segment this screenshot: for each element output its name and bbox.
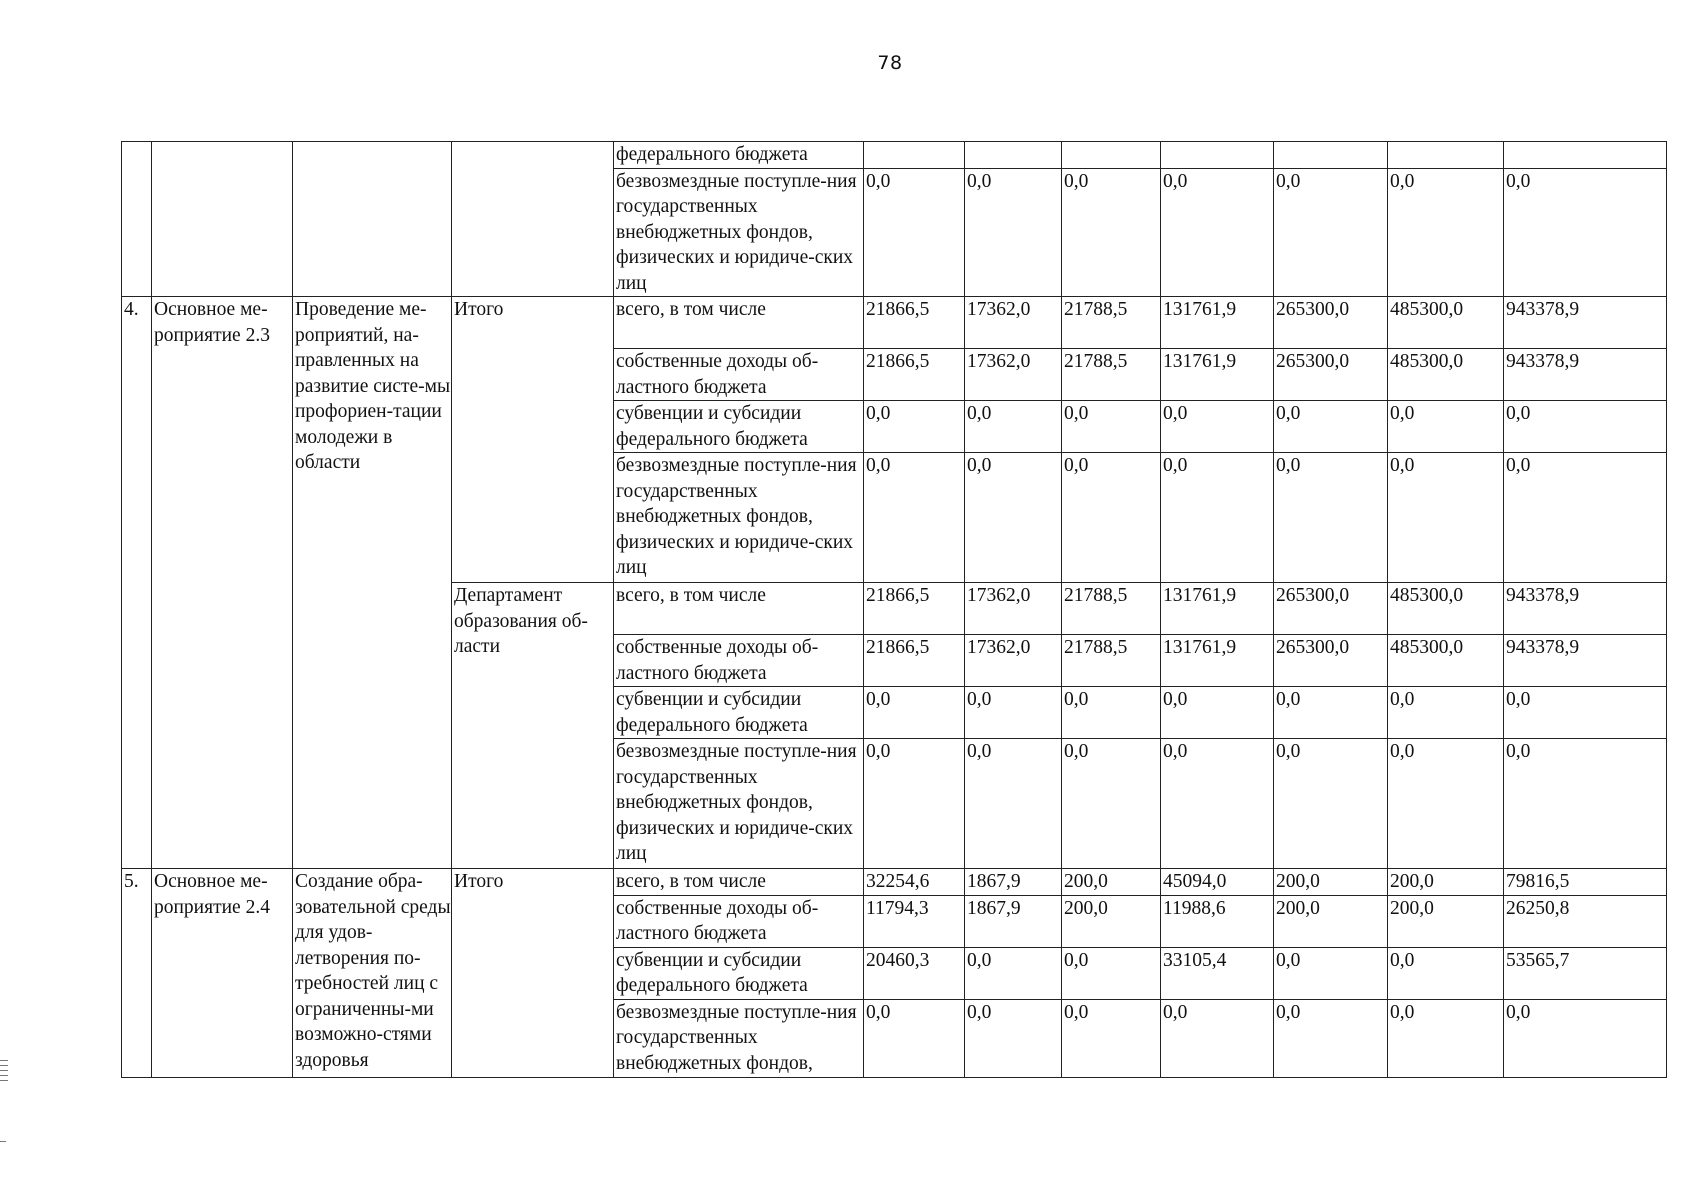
table-cell-num: 0,0 — [1062, 453, 1161, 583]
table-cell-num: 485300,0 — [1388, 583, 1504, 635]
table-cell-num: 485300,0 — [1388, 635, 1504, 687]
table-cell-num: 265300,0 — [1274, 635, 1388, 687]
table-cell-num: 0,0 — [965, 687, 1062, 739]
table-cell-num: 200,0 — [1062, 895, 1161, 947]
table-cell-num: 0,0 — [1062, 739, 1161, 869]
table-cell-num: 0,0 — [1504, 687, 1667, 739]
table-cell-src: субвенции и субсидии федерального бюджета — [614, 687, 864, 739]
table-cell-num: 0,0 — [1388, 687, 1504, 739]
table-cell-num: 0,0 — [864, 739, 965, 869]
table-cell-num — [1062, 142, 1161, 169]
table-cell-num: 21788,5 — [1062, 349, 1161, 401]
table-cell-desc: Создание обра-зовательной среды для удов-летворения по-требностей лиц с ограниченны-ми возможно-стями здоровья — [293, 869, 452, 1078]
table-cell-num: 11988,6 — [1161, 895, 1274, 947]
table-cell-num: 11794,3 — [864, 895, 965, 947]
table-cell-exec: Департамент образования об-ласти — [452, 583, 614, 869]
table-cell-num — [1161, 142, 1274, 169]
table-cell-num: 200,0 — [1388, 895, 1504, 947]
table-cell-src: безвозмездные поступле-ния государственных внебюджетных фондов, — [614, 999, 864, 1077]
table-cell-num: 0,0 — [864, 999, 965, 1077]
table-cell-num — [965, 142, 1062, 169]
table-cell-src: собственные доходы об-ластного бюджета — [614, 349, 864, 401]
table-cell-name — [152, 142, 293, 297]
table-cell-num: 0,0 — [1274, 401, 1388, 453]
table-cell-num: 17362,0 — [965, 349, 1062, 401]
table-cell-num: 0,0 — [965, 947, 1062, 999]
table-cell-num: 20460,3 — [864, 947, 965, 999]
table-cell-src: субвенции и субсидии федерального бюджета — [614, 401, 864, 453]
table-cell-num: 0,0 — [1504, 168, 1667, 297]
table-cell-exec: Итого — [452, 869, 614, 1078]
table-cell-exec: Итого — [452, 297, 614, 583]
table-cell-num: 0,0 — [965, 453, 1062, 583]
table-cell-num: 79816,5 — [1504, 869, 1667, 896]
table-cell-num: 943378,9 — [1504, 583, 1667, 635]
table-cell-num — [1388, 142, 1504, 169]
table-cell-num: 0,0 — [1161, 687, 1274, 739]
scan-edge-marks — [0, 1060, 10, 1146]
table-cell-num: 0,0 — [965, 739, 1062, 869]
table-cell-num: 200,0 — [1274, 869, 1388, 896]
table-cell-src: всего, в том числе — [614, 297, 864, 349]
table-cell-num: 0,0 — [1388, 999, 1504, 1077]
table-cell-num: 26250,8 — [1504, 895, 1667, 947]
table-cell-exec — [452, 142, 614, 297]
table-cell-num: 0,0 — [1274, 739, 1388, 869]
table-cell-num: 485300,0 — [1388, 297, 1504, 349]
table-cell-num: 485300,0 — [1388, 349, 1504, 401]
table-cell-idx: 5. — [122, 869, 152, 1078]
table-cell-num: 200,0 — [1388, 869, 1504, 896]
table-cell-num: 0,0 — [1274, 999, 1388, 1077]
table-cell-num: 21788,5 — [1062, 583, 1161, 635]
table-cell-num: 45094,0 — [1161, 869, 1274, 896]
table-cell-num: 21866,5 — [864, 635, 965, 687]
table-cell-src: федерального бюджета — [614, 142, 864, 169]
page-number: 78 — [877, 52, 903, 74]
table-cell-num: 0,0 — [1062, 947, 1161, 999]
table-cell-num: 32254,6 — [864, 869, 965, 896]
table-body — [122, 142, 1667, 1078]
table-cell-num: 0,0 — [1161, 739, 1274, 869]
table-cell-num: 943378,9 — [1504, 349, 1667, 401]
table-cell-num: 0,0 — [1062, 687, 1161, 739]
table-cell-num: 200,0 — [1274, 895, 1388, 947]
table-cell-num: 21866,5 — [864, 583, 965, 635]
table-cell-num: 0,0 — [864, 687, 965, 739]
table-cell-num: 0,0 — [1504, 453, 1667, 583]
table-cell-num: 0,0 — [1388, 401, 1504, 453]
table-cell-num: 0,0 — [864, 168, 965, 297]
table-cell-num: 21788,5 — [1062, 297, 1161, 349]
table-cell-num: 17362,0 — [965, 635, 1062, 687]
table-cell-num: 33105,4 — [1161, 947, 1274, 999]
table-cell-src: безвозмездные поступле-ния государственных внебюджетных фондов, физических и юридиче-ских лиц — [614, 168, 864, 297]
table-cell-num: 17362,0 — [965, 583, 1062, 635]
table-cell-num: 0,0 — [1062, 168, 1161, 297]
table-cell-num: 0,0 — [1274, 453, 1388, 583]
budget-table — [121, 141, 1667, 1078]
table-cell-num: 0,0 — [1161, 999, 1274, 1077]
table-cell-num: 0,0 — [1388, 168, 1504, 297]
table-cell-num: 0,0 — [1504, 401, 1667, 453]
table-row — [122, 869, 1667, 896]
table-cell-num: 1867,9 — [965, 895, 1062, 947]
table-cell-num: 0,0 — [1161, 401, 1274, 453]
table-cell-num: 0,0 — [1274, 687, 1388, 739]
table-cell-num: 0,0 — [864, 401, 965, 453]
table-cell-num: 0,0 — [1504, 739, 1667, 869]
table-cell-num: 0,0 — [1274, 947, 1388, 999]
table-cell-num: 0,0 — [1388, 453, 1504, 583]
table-cell-num — [864, 142, 965, 169]
table-cell-num: 131761,9 — [1161, 349, 1274, 401]
table-cell-num: 0,0 — [1161, 453, 1274, 583]
table-cell-num: 0,0 — [1062, 999, 1161, 1077]
table-cell-num: 17362,0 — [965, 297, 1062, 349]
table-row — [122, 297, 1667, 349]
table-cell-num: 943378,9 — [1504, 635, 1667, 687]
table-cell-src: собственные доходы об-ластного бюджета — [614, 635, 864, 687]
table-cell-num: 131761,9 — [1161, 635, 1274, 687]
table-cell-name: Основное ме-роприятие 2.3 — [152, 297, 293, 869]
table-cell-desc — [293, 142, 452, 297]
table-cell-idx: 4. — [122, 297, 152, 869]
table-cell-src: субвенции и субсидии федерального бюджета — [614, 947, 864, 999]
table-cell-num: 0,0 — [1388, 739, 1504, 869]
table-cell-num: 265300,0 — [1274, 583, 1388, 635]
table-cell-src: безвозмездные поступле-ния государственных внебюджетных фондов, физических и юридиче-ских лиц — [614, 739, 864, 869]
table-cell-src: безвозмездные поступле-ния государственных внебюджетных фондов, физических и юридиче-ских лиц — [614, 453, 864, 583]
table-cell-num: 21866,5 — [864, 297, 965, 349]
table-cell-num: 131761,9 — [1161, 583, 1274, 635]
table-cell-idx — [122, 142, 152, 297]
table-cell-num: 0,0 — [1388, 947, 1504, 999]
table-cell-src: всего, в том числе — [614, 583, 864, 635]
table-cell-num: 265300,0 — [1274, 297, 1388, 349]
table-cell-num: 21866,5 — [864, 349, 965, 401]
table-cell-desc: Проведение ме-роприятий, на-правленных на развитие систе-мы профориен-тации молодежи в области — [293, 297, 452, 869]
table-cell-num: 0,0 — [1161, 168, 1274, 297]
table-cell-num: 53565,7 — [1504, 947, 1667, 999]
table-cell-num: 1867,9 — [965, 869, 1062, 896]
table-cell-name: Основное ме-роприятие 2.4 — [152, 869, 293, 1078]
table-cell-num: 0,0 — [1504, 999, 1667, 1077]
table-cell-num: 943378,9 — [1504, 297, 1667, 349]
table-cell-num: 131761,9 — [1161, 297, 1274, 349]
table-cell-num: 0,0 — [965, 999, 1062, 1077]
table-cell-num: 0,0 — [965, 401, 1062, 453]
table-cell-num: 200,0 — [1062, 869, 1161, 896]
table-cell-src: всего, в том числе — [614, 869, 864, 896]
table-cell-src: собственные доходы об-ластного бюджета — [614, 895, 864, 947]
table-cell-num — [1504, 142, 1667, 169]
table-cell-num: 0,0 — [965, 168, 1062, 297]
table-cell-num: 21788,5 — [1062, 635, 1161, 687]
table-cell-num: 0,0 — [864, 453, 965, 583]
table-cell-num: 0,0 — [1062, 401, 1161, 453]
table-row — [122, 142, 1667, 169]
table-cell-num: 265300,0 — [1274, 349, 1388, 401]
table-cell-num — [1274, 142, 1388, 169]
table-cell-num: 0,0 — [1274, 168, 1388, 297]
